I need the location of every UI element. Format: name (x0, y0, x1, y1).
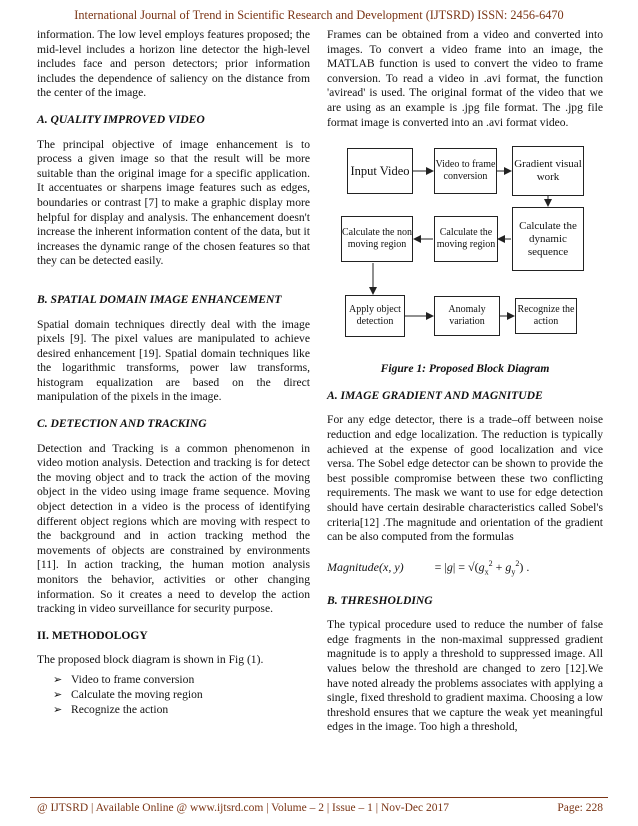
formula-rhs: = $|g| = √(g_x^2 + g_y^2)$ . (434, 558, 530, 577)
gradient-paragraph: For any edge detector, there is a trade–off between noise reduction and edge localization. The reduction is typically achieved at the expense of good localization and vice versa. The Sobel edge detector can be shown to provide the best possible compromise between these two conflicting requirements. The mask we want to use for edge detection should have certain desirable characteristics called Sobel's criteria[12] .The magnitude and orientation of the gradient can be also computed from the formulas (327, 413, 603, 544)
left-column (37, 28, 310, 717)
methodology-heading: II. METHODOLOGY (37, 628, 148, 642)
section-thresholding-heading: B. THRESHOLDING (327, 593, 433, 607)
video-to-frame-box: Video to frame conversion (434, 148, 497, 194)
right-column (327, 28, 603, 735)
journal-header: International Journal of Trend in Scientific Research and Development (IJTSRD) ISSN: 2456-6470 (74, 8, 564, 22)
section-b-paragraph: Spatial domain techniques directly deal with the image pixels [9]. The pixel values are manipulated to achieve desired enhancement [19]. Spatial domain techniques like the logarithmic transforms, power law transforms, histogram equalization are based on the direct manipulation of the pixels in the image. (37, 317, 310, 404)
anomaly-variation-box: Anomaly variation (434, 296, 500, 336)
list-item: ➢ Recognize the action (71, 702, 310, 717)
frames-paragraph: Frames can be obtained from a video and converted into images. To convert a video frame into an image, the MATLAB function is used to convert the video to frame conversion. To read a video in .avi format, the function 'aviread' is used. The original format of the video that we are using as an example is .jpg file format. The .jpg file format image is converted into an .avi format video. (327, 28, 603, 129)
section-c-paragraph: Detection and Tracking is a common phenomenon in video motion analysis. Detection and tracking is for detect the moving object and to track the action of the moving object in the video using image frame sequence. Moving object detection in a video is the process of identifying different object regions which are moving with respect to the background and in action tracking method the movements of objects are constrained by environments [11]. In action tracking, the human motion analysis monitors the behavior, activities or other changing information. So it creates a need to develop the action tracking in video surveillance for security purpose. (37, 441, 310, 616)
list-item: ➢ Calculate the moving region (71, 687, 310, 702)
list-item: ➢ Video to frame conversion (71, 672, 310, 687)
formula-lhs: Magnitude(x, y) (327, 559, 404, 574)
moving-region-box: Calculate the moving region (434, 216, 498, 262)
section-c-heading: C. DETECTION AND TRACKING (37, 417, 207, 431)
section-a-heading: A. QUALITY IMPROVED VIDEO (37, 112, 205, 126)
intro-paragraph: information. The low level employs features proposed; the mid-level includes a horizon line detector the high-level includes face and person detectors; prior information includes the dependence of saliency on the distance from the center of the image. (37, 28, 310, 100)
input-video-box: Input Video (347, 148, 413, 194)
block-diagram (327, 138, 603, 356)
footer-divider (30, 797, 608, 798)
non-moving-region-box: Calculate the non moving region (341, 216, 413, 262)
section-gradient-heading: A. IMAGE GRADIENT AND MAGNITUDE (327, 388, 543, 402)
recognize-action-box: Recognize the action (515, 298, 577, 334)
section-b-heading: B. SPATIAL DOMAIN IMAGE ENHANCEMENT (37, 292, 282, 306)
dynamic-sequence-box: Calculate the dynamic sequence (512, 207, 584, 271)
gradient-box: Gradient visual work (512, 146, 584, 196)
apply-object-detection-box: Apply object detection (345, 295, 405, 337)
page-footer (37, 802, 603, 814)
methodology-paragraph: The proposed block diagram is shown in Fig (1). (37, 653, 264, 667)
section-a-paragraph: The principal objective of image enhancement is to process a given image so that the result will be more suitable than the original image for a specific application. It accentuates or sharpens image features such as edges, boundaries or contrast [7] to make a graphic display more helpful for display and analysis. The enhancement doesn't increase the inherent information content of the data, but it increases the dynamic range of the chosen features so that they can be detected easily. (37, 137, 310, 268)
page-number: Page: 228 (557, 802, 603, 814)
figure-caption: Figure 1: Proposed Block Diagram (380, 362, 550, 376)
magnitude-formula (327, 557, 603, 580)
footer-info: @ IJTSRD | Available Online @ www.ijtsrd.com | Volume – 2 | Issue – 1 | Nov-Dec 2017 (37, 802, 449, 814)
thresholding-paragraph: The typical procedure used to reduce the number of false edge fragments in the non-maximal suppressed gradient magnitude is to apply a threshold to suppressed image. All values below the threshold are changed to zero [12].We have noted already the problems associates with applying a single, fixed threshold to gradient maxima. Choosing a low threshold ensures that we capture the weak yet meaningful edges in the image. Too high a threshold, (327, 618, 603, 734)
methodology-list (37, 672, 310, 717)
